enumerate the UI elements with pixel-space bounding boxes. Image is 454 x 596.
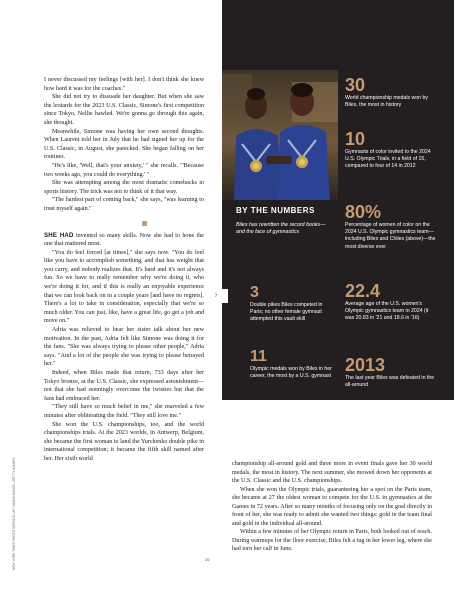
- photo-illustration: [222, 70, 338, 200]
- lead-rest: invented so many skills. Now she had to hone the one that mattered most.: [44, 232, 204, 248]
- sidebar-subtitle: Biles has rewritten the record books—and the face of gymnastics: [236, 222, 326, 236]
- stat-block: [345, 203, 437, 251]
- article-paragraph: Indeed, when Biles made that return, 733 days after her Tokyo bronze, at the U.S. Classic, she expressed astonishment—not that she had seemingly overcome the twisties but that the fans had embraced her.: [44, 370, 204, 402]
- gymnasts-photo: [222, 70, 338, 200]
- stat-number: 80%: [345, 202, 382, 222]
- stat-description: Average age of the U.S. women's Olympic gymnastics team in 2024 (it was 20.83 in '21 and 18.6 in '16): [345, 301, 429, 322]
- article-paragraph-lead: [44, 232, 204, 249]
- chevron-right-icon: ›: [214, 288, 219, 301]
- article-paragraph: Meanwhile, Simone was having her own second thoughts. When Laurent told her in July that he had signed her up for the U.S. Classic, in August, she panicked. She began falling on her routines.: [44, 128, 204, 161]
- article-paragraph: "They still have so much belief in me," she marveled a few minutes after obliterating the field. "They still love me.": [44, 404, 204, 419]
- stat-number: 30: [345, 75, 366, 95]
- stat-description: Gymnasts of color invited to the 2024 U.S. Olympic Trials, in a field of 15, compared to four of 14 in 2012: [345, 149, 431, 170]
- article-paragraph: "He's like, 'Well, that's your anxiety,' " she recalls. "'Because two weeks ago, you could do everything.' ": [44, 162, 204, 178]
- article-paragraph: When she won the Olympic trials, guaranteeing her a spot on the Paris team, she became at 27 the oldest woman to compete for the U.S. in gymnastics at the Games in 72 years. After so many months of focusing only on the goal directly in front of her, she was ready to admit she wanted two things: gold in the team final and gold in the individual all-around.: [232, 486, 432, 527]
- sidebar-title: BY THE NUMBERS: [236, 206, 315, 215]
- stat-description: World championship medals won by Biles, the most in history: [345, 95, 428, 109]
- stat-number: 10: [345, 129, 366, 149]
- article-paragraph: Within a few minutes of her Olympic return in Paris, both looked out of reach. During warmups for the floor exercise, Biles felt a tug in her lower leg, where she had torn her calf in June.: [232, 529, 432, 552]
- stat-block: [250, 284, 336, 324]
- stat-number: 2013: [345, 355, 386, 375]
- stat-block: [250, 348, 336, 380]
- article-paragraph: Adria was relieved to hear her sister talk about her new motivation. In the past, Adria felt like Simone was doing it for the fans. "She was always trying to please other people," Adria says. "And a lot of the people she was trying to please betrayed her.": [44, 327, 204, 368]
- article-paragraph: championship all-around gold and three more in event finals gave her 30 world medals, the most in history. The next summer, she mowed down her opponents at the U.S. Classic and the U.S. championships.: [232, 461, 432, 484]
- stat-number: 3: [250, 284, 259, 301]
- stat-number: 11: [250, 348, 267, 365]
- stat-block: [345, 76, 437, 109]
- stat-description: Olympic medals won by Biles in her career, the most by a U.S. gymnast: [250, 366, 332, 380]
- bottom-article-column: [232, 460, 432, 554]
- stat-description: Double pikes Biles competed in Paris; no other female gymnast attempted this vault skill: [250, 302, 323, 323]
- article-paragraph: "The hardest part of coming back," she says, "was learning to trust myself again.": [44, 197, 204, 212]
- article-paragraph: She won the U.S. championships, too, and the world championships trials. At the 2023 worlds, in Antwerp, Belgium, she became the first woman to land the Yurchenko double pike in international competition; it became the fifth skill named after her. Her sixth world: [44, 421, 204, 462]
- stat-description: The last year Biles was defeated in the all-around: [345, 375, 435, 389]
- stat-number: 22.4: [345, 281, 381, 301]
- article-paragraph: I never discussed my feelings [with her]. I don't think she knew how hard it was for the coaches.": [44, 77, 204, 92]
- stat-description: Percentage of women of color on the 2024 U.S. Olympic gymnastics team—including Biles and Chiles (above)—the most diverse ever: [345, 222, 436, 250]
- by-the-numbers-panel: [222, 0, 454, 400]
- photo-credit: NEW YORK TIMES PHOTO SERVICE / AP; NAOMI BAKER—GETTY IMAGES: [12, 457, 16, 570]
- stat-block: [345, 356, 437, 389]
- arrow-tab: [212, 289, 228, 303]
- lead-in: SHE HAD: [44, 231, 74, 239]
- section-break-square: [142, 221, 147, 226]
- article-paragraph: She did not try to dissuade her daughter. But when she saw the leotards for the 2023 U.S. Classic, Simone's first competition since Tokyo, Nellie bawled. We're gonna go through this again, she thought.: [44, 94, 204, 126]
- article-paragraph: "You do feel forced [at times]," she says now. "You do feel like you have to accomplish something, and that has weight that you carry, and nobody realizes that. It's hard and it's not always fun. So we have to really remember why we're doing it, who we're doing it for, and if this is really an enjoyable experience that we can look back on in a couple years [and have no regrets]. There's a lot to take in consideration, especially that we're so much older. You can just, like, have a great life, go get a job and move on.": [44, 249, 204, 325]
- article-paragraph: She was attempting among the most dramatic comebacks in sports history. The trick was not to think of it that way.: [44, 180, 204, 195]
- stat-block: [345, 130, 437, 171]
- page-number: 26: [205, 557, 210, 562]
- stat-block: [345, 282, 437, 323]
- left-article-column: [44, 76, 204, 464]
